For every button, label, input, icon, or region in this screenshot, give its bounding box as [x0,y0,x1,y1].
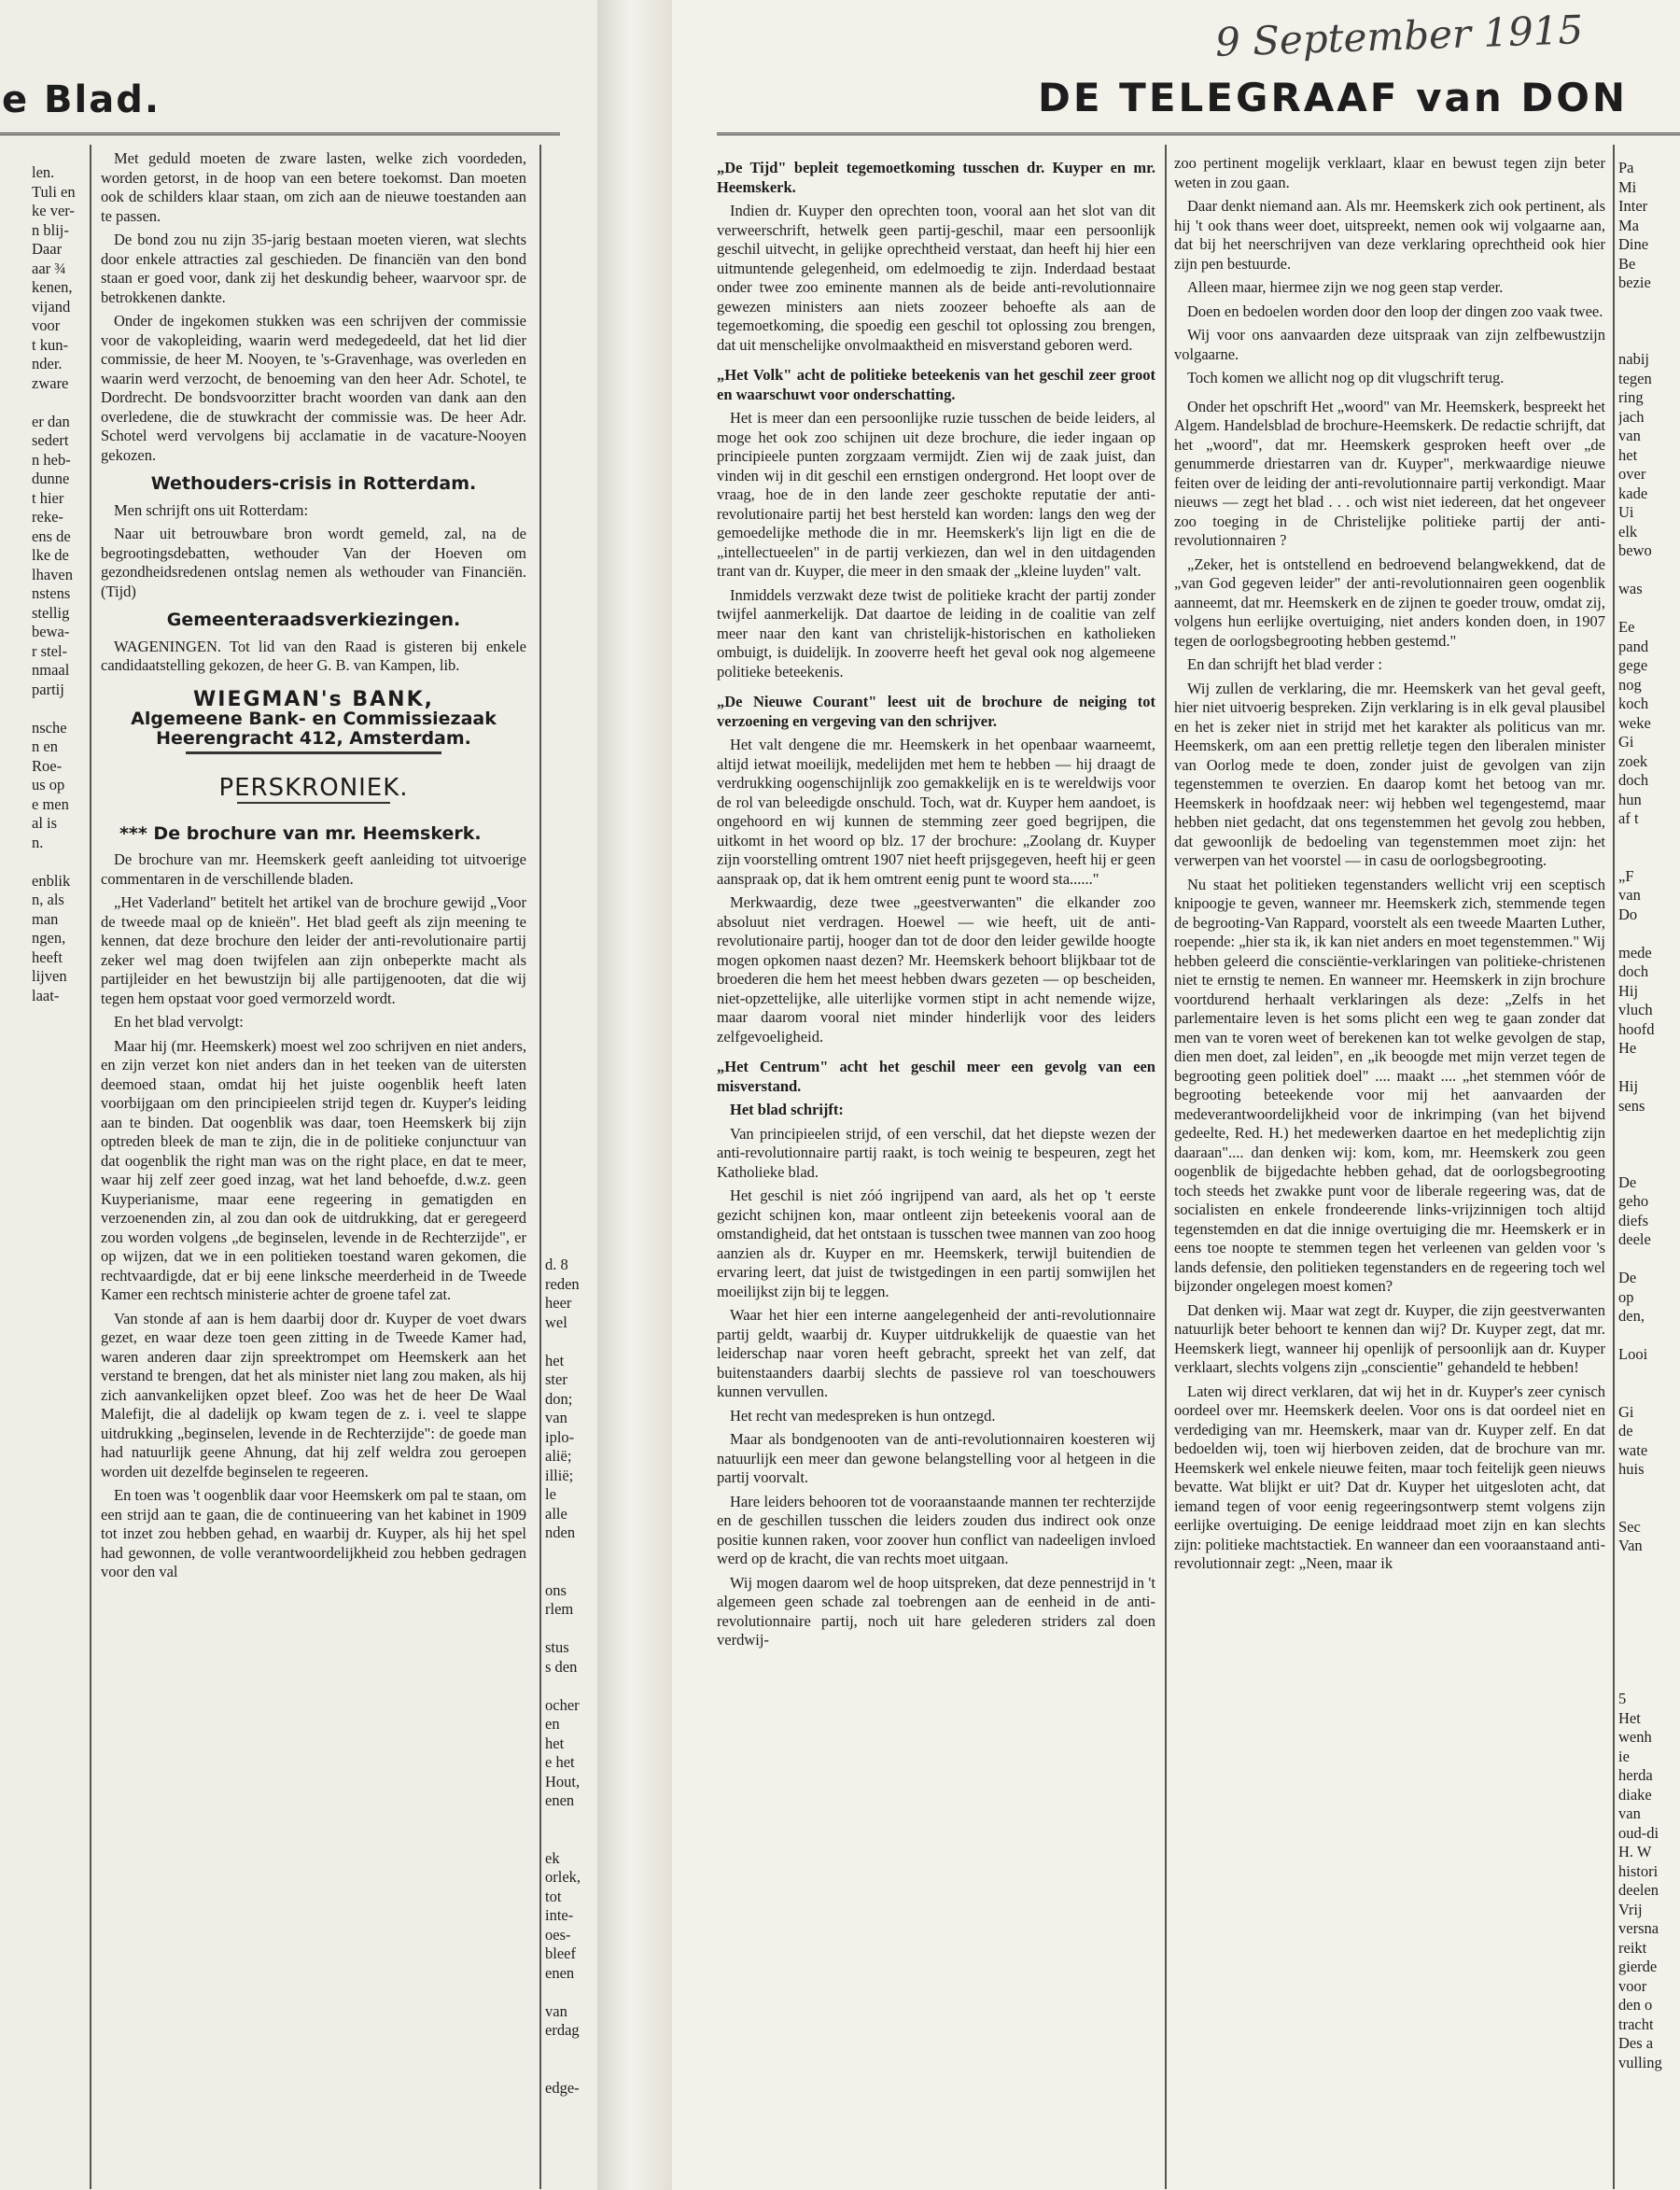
margin-fragment: „F [1618,866,1634,885]
margin-fragment [1618,1671,1680,1691]
margin-fragment: tracht [1618,2015,1654,2033]
margin-fragment: Het [1618,1708,1641,1727]
margin-fragment [1618,1575,1680,1594]
paragraph: Het recht van medespreken is hun ontzegd. [730,1406,996,1425]
margin-fragment: He [1618,1039,1637,1057]
margin-fragment: elk [1618,522,1638,540]
margin-fragment [1618,312,1680,331]
paragraph: „Het Volk" acht de politieke beteekenis van het geschil zeer groot en waarschuwt voor onderschatting. [717,366,1155,403]
margin-fragment: dunne [32,470,70,487]
margin-fragment: van [545,1409,567,1426]
paragraph: Van stonde af aan is hem daarbij door dr. Kuyper de voet dwars gezet, en waar deze toen geen zitting in de Tweede Kamer had, waren anderen daar zijn spreektrompet om Heemskerk aan het verstand te brengen, dat het als minister niet lang zou maken, als hij zich aanvankelijken opzet bleef. Zoo was het de heer De Waal Malefijt, die al dadelijk op kwam tegen de z. i. veel te slappe uitdrukking „beginselen, levende in de Rechterzijde": de goede man had natuurlijk geene Ahnung, dat hij zelf weldra zou geroepen worden uit dezelfde beginselen te regeeren. [101,1309,526,1481]
paragraph: Wij mogen daarom wel de hoop uitspreken, dat deze pennestrijd in 't algemeen geen schade zal toebrengen aan de eenheid in de anti-revolutionnaire partij, noch uit hare gelederen striders zal doen verdwij- [717,1573,1155,1649]
right-header-rule [717,133,1680,135]
margin-fragment: bewo [1618,541,1652,559]
paragraph: Toch komen we allicht nog op dit vlugschrift terug. [1187,369,1505,386]
margin-fragment: don; [545,1389,573,1408]
margin-fragment: heer [545,1294,572,1312]
margin-fragment: nstens [32,584,71,602]
margin-fragment [545,1983,597,2002]
margin-fragment: Inter [1618,197,1648,215]
margin-fragment: Tuli en [32,182,76,201]
margin-fragment: en [545,1715,560,1733]
margin-fragment: ie [1618,1747,1630,1765]
margin-fragment: deelen [1618,1881,1659,1899]
margin-fragment: laat- [32,986,60,1004]
margin-fragment: reikt [1618,1938,1647,1957]
margin-fragment: orlek, [545,1868,581,1886]
margin-fragment [1618,561,1680,581]
margin-fragment: mede [1618,943,1652,962]
margin-fragment [32,393,88,413]
margin-fragment [1618,599,1680,619]
paragraph: „De Nieuwe Courant" leest uit de brochure de neiging tot verzoening en vergeving van den schrijver. [717,693,1155,730]
margin-fragment: H. W [1618,1843,1652,1860]
paragraph: Indien dr. Kuyper den oprechten toon, vooral aan het slot van dit verweerschrift, hetwelk geen partij-geschil, maar een persoonlijk geschil uitvecht, in gelijke oprechtheid verstaat, dan heeft hij hier een uitmuntende gelegenheid, om edelmoedig te zijn. Inderdaad bestaat onder twee zoo eminente mannen als de beide anti-revolutionnaire gewezen ministers aan niets zoozeer behoefte als aan de tegemoetkoming, die spoedig een geschil tot oplossing zou brengen, dat uit menschelijke onvolmaaktheid en misverstand geboren werd. [717,202,1155,354]
paragraph: Nu staat het politieken tegenstanders wellicht vrij een sceptisch knipoogje te geven, wanneer mr. Heemskerk zich, stemmende tegen de begrooting-Van Rappard, voorstelt als een tweede Maarten Luther, roepende: „hier sta ik, ik kan niet anders en moet tegenstemmen." Wij hebben geleerd die consciëntie-verklaringen van politieke-christenen niet te ernstig te nemen. En wanneer mr. Heemskerk in zijn brochure voortdurend herhaalt verklaringen als deze: „Zelfs in het parlementaire leven is het soms plicht een weg te gaan zonder dat men van te voren weet of berekenen kan tot welke gevolgen de stap, dien men doet, zal leiden", en „ik beoogde met mijn verzet tegen de begrooting geen politiek doel" .... maakt .... „het stemmen vóór de begrooting beteekende voor mij het aanvaarden der medeverantwoordelijkheid voor de inkrimping (van het bijvend gedeelte, Red. H.) het medewerken daartoe en het medeplichtig zijn daaraan".... dan denken wij: kom, kom, mr. Heemskerk zou geen oogenblik de bijgedachte hebben gehad, dat de oorlogsbegrooting toch steeds het zwakke punt voor de liberale regeering was, dat de socialisten en enkele frondeerende links-vrijzinnigen toch altijd tegenstemden en dat die innige overtuiging die mr. Heemskerk er in eens toe noopte te stemmen tegen het verleenen van gelden voor 's lands defensie, den politieken tegenstanders en de regeering toch wel bijzonder ongelegen moest komen? [1174,875,1605,1295]
margin-fragment: nabij [1618,350,1649,368]
margin-fragment: Be [1618,254,1636,273]
paragraph: Het is meer dan een persoonlijke ruzie tusschen de beide leiders, al moge het ook zoo schijnen uit deze brochure, die ieder ingaan op principieele punten zorgzaam vermijdt. Zien wij de zaak juist, dan vinden wij in dit geschil een ernstigen ondergrond. Het loopt over de vraag, hoe de in den lande zeer geschokte reputatie der anti-revolutionaire partij het best hersteld kan worden: langs den weg der gemoedelijke methode die in mr. Heemskerk's lijn ligt en die de „intellectueelen" in de partij verkiezen, dan wel in den uitdagenden trant van dr. Kuyper, die meer in den smaak der „kleine luyden" valt. [717,409,1155,580]
ad-line: Heerengracht 412, Amsterdam. [156,727,471,749]
margin-fragment: op [1618,1287,1634,1306]
margin-fragment: ngen, [32,929,66,947]
right-article-column-1 [717,159,1155,2190]
margin-fragment [545,2059,597,2079]
margin-fragment: was [1618,580,1643,597]
divider [186,751,441,754]
margin-fragment: e het [545,1753,575,1771]
margin-fragment [32,699,88,719]
margin-fragment: het [545,1351,565,1369]
margin-fragment [1618,1059,1680,1078]
margin-fragment: enblik [32,871,71,890]
paragraph: Wij zullen de verklaring, die mr. Heemskerk van het geval geeft, hier niet uitvoerig bespreken. Zijn verklaring is in elk geval plausibel en het is zeker niet in strijd met het karakter als politicus van mr. Heemskerk, om aan een prettig relletje tegen den liberalen minister van Oorlog mede te doen, zonder juist de gevolgen van zijn tegenstemmen te overzien. En daarop komt het betoog van mr. Heemskerk in hoofdzaak neer: wij hebben wel tegengestemd, maar hebben niet gedacht, dat ons tegenstemmen het gevolg zou hebben, dat gewoonlijk de bedoeling van tegenstemmen moet zijn: het verwerpen van het voorstel — in casu de oorlogsbegrooting. [1174,679,1605,869]
margin-fragment: man [32,909,59,928]
margin-fragment: de [1618,1422,1633,1439]
margin-fragment: Sec [1618,1517,1641,1536]
margin-fragment: het [1618,445,1638,464]
margin-fragment [1618,848,1680,867]
margin-fragment: huis [1618,1460,1645,1478]
margin-fragment: ek [545,1848,560,1867]
margin-fragment [545,1830,597,1849]
column-rule-1 [90,145,91,2189]
margin-fragment [1618,829,1680,849]
margin-fragment [1618,331,1680,351]
margin-fragment: van [1618,886,1641,904]
margin-fragment: ke ver- [32,202,75,219]
margin-fragment: enen [545,1963,575,1982]
margin-fragment: nsche [32,718,67,737]
rubric-heading: PERSKRONIEK. [218,774,409,802]
paragraph: Onder het opschrift Het „woord" van Mr. Heemskerk, bespreekt het Algem. Handelsblad de brochure-Heemskerk. De redactie schrijft, dat het „woord", dat mr. Heemskerk gesproken heeft over „de genummerde driestarren van dr. Kuyper", merkwaardige nieuwe feiten over de leiding der anti-revolutionnaire partij verkondigt. Maar nieuws — zegt het blad . . . och wist niet iedereen, dat het ongeveer zoo toeging in de Christelijke politieke partij der anti-revolutionnairen ? [1174,397,1605,549]
margin-fragment: De [1618,1172,1637,1191]
margin-fragment: stellig [32,603,70,622]
margin-fragment: voor [1618,1976,1647,1995]
margin-fragment: gege [1618,656,1648,674]
paragraph: zoo pertinent mogelijk verklaart, klaar en bewust tegen zijn beter weten in zou gaan. [1174,154,1605,191]
margin-fragment: nder. [32,355,63,372]
margin-fragment: koch [1618,695,1649,712]
margin-fragment: hoofd [1618,1019,1655,1038]
paragraph: WAGENINGEN. Tot lid van den Raad is gisteren bij enkele candidaatstelling gekozen, de heer G. B. van Kampen, lib. [101,637,526,674]
margin-fragment [1618,1250,1680,1270]
margin-fragment: iplo- [545,1427,575,1446]
margin-fragment: hun [1618,790,1642,808]
margin-fragment: geho [1618,1192,1649,1210]
paragraph: Daar denkt niemand aan. Als mr. Heemskerk zich ook pertinent, als hij 't ook thans weer doet, uitspreekt, nemen ook wij volgaarne aan, dat bij het neerschrijven van deze verklaring oprechtheid ook hier zijn pen bestuurde. [1174,197,1605,273]
margin-fragment: doch [1618,771,1649,789]
margin-fragment: vijand [32,297,71,316]
margin-fragment [545,2041,597,2060]
paragraph: Inmiddels verzwakt deze twist de politieke kracht der partij zonder twijfel aanmerkelijk. Dat daartoe de leiding in de coalitie van zelf meer naar den kant van christelijk-historischen en katholieken ombuigt, is duidelijk. In zooverre heeft het geval ook nog algemeene politieke beteekenis. [717,585,1155,681]
paragraph: Maar als bondgenooten van de anti-revolutionnairen koesteren wij natuurlijk een meer dan gewone belangstelling voor al hetgeen in die partij voorvalt. [717,1430,1155,1486]
margin-fragment [1618,1613,1680,1633]
margin-fragment: sens [1618,1096,1645,1115]
margin-fragment: tegen [1618,369,1652,387]
margin-fragment: Ee [1618,618,1635,636]
margin-fragment: pand [1618,637,1649,655]
margin-fragment: edge- [545,2078,580,2097]
margin-fragment [1618,1556,1680,1576]
middle-margin-column [545,1256,597,2189]
margin-fragment: le [545,1485,556,1503]
margin-fragment: Pa [1618,159,1634,176]
margin-fragment: aar ¾ [32,259,66,277]
margin-fragment [1618,1116,1680,1135]
margin-fragment: Ui [1618,503,1634,521]
ad-line: Algemeene Bank- en Commissiezaak [131,709,497,729]
margin-fragment: lke de [32,546,69,564]
paragraph: Met geduld moeten de zware lasten, welke zich voordeden, worden getorst, in de hoop van een betere toekomst. Dan moeten ook de schilders klaar staan, om zich aan de nieuwe toestanden aan te passen. [101,149,526,225]
margin-fragment: Van [1618,1537,1643,1554]
paragraph: Dat denken wij. Maar wat zegt dr. Kuyper, die zijn geestverwanten natuurlijk beter behoort te kennen dan wij? Dr. Kuyper zegt, dat mr. Heemskerk liegt, wanneer hij openlijk of persoonlijk aan dr. Kuyper verklaart, slechts volgens zijn „conscientie" gehandeld te hebben! [1174,1300,1605,1376]
margin-fragment: wel [545,1313,567,1331]
paragraph: Merkwaardig, deze twee „geestverwanten" die elkander zoo absoluut niet verdragen. Hoewel — wie heeft, uit de anti-revolutionaire partij, hooger dan tot de door den leider gewilde hoogte mogen opkomen naast dezen? Mr. Heemskerk behoort blijkbaar tot de broederen die hem het meest hebben dwars gezeten — op bescheiden, niet-opzettelijke, alle uiterlijke vormen stipt in acht nemende wijze, maar daarom vooral niet minder hinderlijk voor des leiders zelfgevoeligheid. [717,893,1155,1046]
margin-fragment: zware [32,373,69,392]
margin-fragment: Do [1618,905,1638,923]
margin-fragment: Mi [1618,177,1637,196]
paragraph: Waar het hier een interne aangelegenheid der anti-revolutionnaire partij geldt, waarbij dr. Kuyper uitdrukkelijk de quaestie van het leiderschap naar voren heeft gebracht, spreekt het van zelf, dat buitenstaanders daarbij slechts de passieve rol van toeschouwers kunnen vervullen. [717,1306,1155,1400]
paragraph: Wij voor ons aanvaarden deze uitspraak van zijn zelfbewustzijn volgaarne. [1174,326,1605,363]
margin-fragment: stus [545,1638,569,1656]
margin-fragment: diefs [1618,1211,1649,1229]
page-fold [597,0,672,2190]
margin-fragment: n en [32,737,58,755]
margin-fragment [1618,1135,1680,1155]
margin-fragment: oes- [545,1925,571,1944]
margin-fragment: van [1618,1804,1641,1822]
article-title: *** De brochure van mr. Heemskerk. [119,822,482,844]
right-margin-column [1618,159,1680,2190]
margin-fragment: nog [1618,675,1642,694]
margin-fragment [1618,293,1680,313]
margin-fragment [545,1677,597,1696]
margin-fragment: Roe- [32,756,63,775]
margin-fragment: kenen, [32,278,73,296]
margin-fragment: n blij- [32,220,69,239]
margin-fragment: over [1618,465,1646,483]
paragraph: En het blad vervolgt: [114,1013,244,1031]
margin-fragment: sedert [32,431,69,449]
margin-fragment: t hier [32,488,64,507]
paragraph: „Zeker, het is ontstellend en bedroevend belangwekkend, dat de „van God gegeven leider" der anti-revolutionnairen geen oogenblik aanneemt, dat mr. Heemskerk en de zijnen te goeder trouw, omdat zij, volgens hun eerlijke overtuiging, niet anders konden doen, in 1907 tegen de oorlogsbegrooting hebben gestemd." [1174,555,1605,650]
margin-fragment: reden [545,1274,580,1293]
margin-fragment: nden [545,1523,576,1541]
paragraph: Alleen maar, hiermee zijn we nog geen stap verder. [1187,278,1504,296]
paragraph: Laten wij direct verklaren, dat wij het in dr. Kuyper's zeer cynisch oordeel over mr. Heemskerk deelen. Voor ons is dat oordeel niet en verdediging van mr. Heemskerk, maar van dr. Kuyper zelf. En dat bedoelden wij, toen wij hierboven zeiden, dat de brochure van mr. Heemskerk wel enkele nieuwe feiten, maar toch feitelijk geen nieuws bevatte. Wat blijkt er uit? Dat dr. Kuyper het uitgesloten acht, dat iemand tegen of voor eenig regeeringsontwerp stemt volgens zijn eerlijke overtuiging. De eenige leiddraad moet zijn en kan slechts zijn: politieke machtstactiek. En wanneer dan een vooraanstaand anti-revolutionnair zegt: „Neen, maar ik [1174,1382,1605,1572]
margin-fragment: Looi [1618,1345,1648,1363]
margin-fragment: e men [32,794,69,813]
margin-fragment: heeft [32,948,63,966]
margin-fragment: histori [1618,1861,1659,1880]
margin-fragment: vluch [1618,1001,1653,1018]
margin-fragment: n. [32,833,44,851]
paragraph: Het geschil is niet zóó ingrijpend van aard, als het op 't eerste gezicht schijnen kon, maar ontleent zijn beteekenis vooral aan de omstandigheid, dat het ontstaan is tusschen twee mannen van zoo hoog aanzien als dr. Kuyper en mr. Heemskerk, terwijl buitendien de ervaring leert, dat juist de twistgedingen in een partij somwijlen het moeilijkst zijn bij te leggen. [717,1186,1155,1300]
paragraph: En toen was 't oogenblik daar voor Heemskerk om pal te staan, om een strijd aan te gaan, die de continueering van het kabinet in 1909 tot inzet zou hebben gehad, en waarbij dr. Kuyper, als hij het spel had gewonnen, de volle verantwoordelijkheid zou hebben gedragen voor den val [101,1486,526,1580]
margin-fragment: doch [1618,962,1649,980]
handwritten-date: 9 September 1915 [1214,7,1584,65]
margin-fragment: alle [545,1504,567,1523]
margin-fragment [1618,1480,1680,1499]
margin-fragment: ster [545,1370,567,1388]
margin-fragment [1618,1154,1680,1173]
paragraph: „Het Centrum" acht het geschil meer een gevolg van een misverstand. [717,1058,1155,1095]
margin-fragment: erdag [545,2021,580,2039]
paragraph: Men schrijft ons uit Rotterdam: [114,500,309,519]
margin-fragment: t kun- [32,335,68,354]
paragraph: Hare leiders behooren tot de vooraanstaande mannen ter rechterzijde en de geschillen tusschen die leiders zouden dus indirect ook onze positie kunnen raken, voor zoover hun conflict van nadeeligen invloed werd op de kracht, die van rechts moet uitgaan. [717,1492,1155,1567]
paragraph: De brochure van mr. Heemskerk geeft aanleiding tot uitvoerige commentaren in de verschillende bladen. [101,850,526,888]
paragraph: Het valt dengene die mr. Heemskerk in het openbaar waarneemt, altijd ietwat moeilijk, medelijden met hem te hebben — hij draagt de verdrukking oogenschijnlijk zoo gemakkelijk en is te wereldwijs voor de rol van beleedigde onschuld. Toch, wat dr. Kuyper hem aandoet, is ongehoord en wij kunnen de stemming zeer goed begrijpen, die uitkomt in het woord op blz. 17 der brochure: „Zoolang dr. Kuyper zijn voorstelling omtrent 1907 niet heeft prijsgegeven, heeft hij er geen aanspraak op, dat ik hem omtrent eenig punt te woord sta......" [717,736,1155,888]
margin-fragment [1618,1498,1680,1518]
margin-fragment: nmaal [32,661,70,679]
margin-fragment: Daar [32,240,63,258]
section-heading: Gemeenteraadsverkiezingen. [166,610,461,630]
paragraph: En dan schrijft het blad verder : [1187,655,1382,673]
margin-fragment: wate [1618,1440,1648,1459]
margin-fragment: 5 [1618,1690,1627,1707]
paragraph: Het blad schrijft: [730,1101,844,1118]
margin-fragment: s den [545,1657,578,1676]
margin-fragment: wenh [1618,1728,1652,1746]
margin-fragment: r stel- [32,641,68,660]
margin-fragment: diake [1618,1785,1652,1804]
margin-fragment: deele [1618,1230,1651,1248]
margin-fragment [1618,1365,1680,1384]
left-header-rule [0,133,560,135]
margin-fragment [1618,1383,1680,1403]
paragraph: Maar hij (mr. Heemskerk) moest wel zoo schrijven en niet anders, en zijn verzet kon niet anders dan in het teeken van de uitersten deemoed staan, omdat hij het juiste oogenblik heeft laten voorbijgaan om den principieelen strijd tegen dr. Kuyper's leiding aan te binden. Dat oogenblik was daar, toen Heemskerk bij zijn optreden bleek de man te zijn, die in de politieke conjunctuur van dat oogenblik the right man was on the right place, en dat te meer, waar hij zelf zeer goed inzag, wat het land behoefde, d.w.z. geen Kuyperianisme, maar eene regeering in gematigden en verzoenenden zin, al zou dan ook de uitdrukking, dat er geregeerd zou worden volgens „de beginselen, levende in de Rechterzijde", er op wijzen, dat we in een politieken toestand waren gekomen, die rechtvaardigde, dat er bij eene linksche meerderheid in de Tweede Kamer een rechtsch ministerie achter de groene tafel zat. [101,1036,526,1303]
margin-fragment: n, als [32,891,64,908]
paragraph: „De Tijd" bepleit tegemoetkoming tusschen dr. Kuyper en mr. Heemskerk. [717,159,1155,196]
margin-fragment: n heb- [32,450,71,469]
right-masthead: DE TELEGRAAF van DON [1038,75,1629,120]
paragraph: „Het Vaderland" betitelt het artikel van de brochure gewijd „Voor de tweede maal op de knieën". Het blad geeft als zijn meening te kennen, dat deze brochure den leider der anti-revolutionaire partij zeker wel mag doen twijfelen aan zijn onbeperkte macht als partijleider en het bewustzijn bij alle partijgenooten, dat die wij tegen hem opstaat voor goed vermorzeld wordt. [101,893,526,1007]
margin-fragment: herda [1618,1766,1653,1784]
margin-fragment [1618,1594,1680,1614]
margin-fragment: tot [545,1887,562,1905]
margin-fragment: gierde [1618,1958,1658,1975]
margin-fragment: lhaven [32,565,73,583]
paragraph: Doen en bedoelen worden door den loop der dingen zoo vaak twee. [1187,302,1603,320]
margin-fragment: Gi [1618,733,1634,751]
margin-fragment: bleef [545,1944,576,1962]
margin-fragment: Hout, [545,1772,581,1790]
left-article-column [101,149,526,2190]
margin-fragment: d. 8 [545,1256,568,1273]
bank-advertisement [101,687,526,749]
margin-fragment: bezie [1618,274,1651,291]
margin-fragment: van [1618,427,1641,444]
margin-fragment [545,1811,597,1831]
margin-fragment: enen [545,1791,575,1809]
margin-fragment: ring [1618,388,1644,406]
ad-line: WIEGMAN's BANK, [193,687,434,711]
margin-fragment: er dan [32,412,70,430]
left-margin-column [32,163,88,1004]
margin-fragment [545,1332,597,1352]
margin-fragment: us op [32,776,65,793]
margin-fragment: Des a [1618,2034,1654,2052]
margin-fragment: rlem [545,1600,574,1618]
margin-fragment: lijven [32,967,67,985]
margin-fragment: inte- [545,1906,574,1924]
margin-fragment: al is [32,814,58,832]
column-rule-3 [1165,145,1167,2189]
column-rule-4 [1613,145,1615,2189]
section-heading: Wethouders-crisis in Rotterdam. [150,473,477,494]
margin-fragment: den o [1618,1996,1653,2014]
margin-fragment [1618,1327,1680,1346]
paragraph: De bond zou nu zijn 35-jarig bestaan moeten vieren, wat slechts door enkele attracties zal geschieden. De financiën van den bond staan er goed voor, dank zij het deskundig beheer, waarvoor spr. de betrokkenen dankte. [101,231,526,306]
margin-fragment: vulling [1618,2053,1662,2071]
margin-fragment: den, [1618,1307,1645,1325]
paragraph: Naar uit betrouwbare bron wordt gemeld, zal, na de begrootingsdebatten, wethouder Van der Hoeven om gezondheidsredenen ontslag nemen als wethouder van Financiën. (Tijd) [101,525,526,600]
margin-fragment: partij [32,680,64,698]
margin-fragment: illië; [545,1466,574,1484]
margin-fragment [545,1562,597,1581]
margin-fragment: Gi [1618,1402,1634,1421]
right-article-column-2 [1174,154,1605,2190]
margin-fragment: af t [1618,809,1639,827]
margin-fragment [545,1620,597,1639]
margin-fragment: len. [32,163,55,181]
margin-fragment: ons [545,1580,567,1599]
margin-fragment [1618,1633,1680,1652]
paragraph: Van principieelen strijd, of een verschil, dat het diepste wezen der anti-revolutionnaire partij raakt, is toch weinig te bespeuren, zegt het Katholieke blad. [717,1124,1155,1181]
margin-fragment: Vrij [1618,1900,1643,1918]
margin-fragment: ocher [545,1695,580,1714]
margin-fragment: De [1618,1269,1637,1286]
margin-fragment: Hij [1618,981,1639,1000]
margin-fragment: oud-di [1618,1823,1659,1842]
margin-fragment: versna [1618,1919,1659,1937]
margin-fragment: Hij [1618,1077,1639,1095]
margin-fragment: jach [1618,407,1645,426]
margin-fragment: reke- [32,508,63,526]
margin-fragment: van [545,2001,567,2020]
margin-fragment: het [545,1734,565,1752]
margin-fragment [1618,1651,1680,1671]
margin-fragment: voor [32,316,61,334]
paragraph: Onder de ingekomen stukken was een schrijven der commissie voor de vakopleiding, waarin werd medegedeeld, dat het lid dier commissie, de heer M. Nooyen, te 's-Gravenhage, was overleden en waarin werd verzocht, de benoeming van den heer Adr. Schotel, te Dordrecht. De bondsvoorzitter bracht woorden van dank aan den overledene, die de stuwkracht der commissie was. De heer Adr. Schotel werd vervolgens bij acclamatie in de vacature-Nooyen gekozen. [101,312,526,464]
left-masthead: e Blad. [2,78,161,121]
margin-fragment: weke [1618,713,1651,732]
margin-fragment [32,852,88,872]
margin-fragment: ens de [32,526,71,545]
column-rule-2 [539,145,541,2189]
margin-fragment: kade [1618,484,1648,502]
margin-fragment: zoek [1618,751,1648,770]
margin-fragment: Dine [1618,235,1649,253]
margin-fragment: alië; [545,1447,572,1465]
margin-fragment [545,1543,597,1563]
margin-fragment: Ma [1618,216,1639,234]
margin-fragment [1618,924,1680,944]
margin-fragment: bewa- [32,623,70,640]
